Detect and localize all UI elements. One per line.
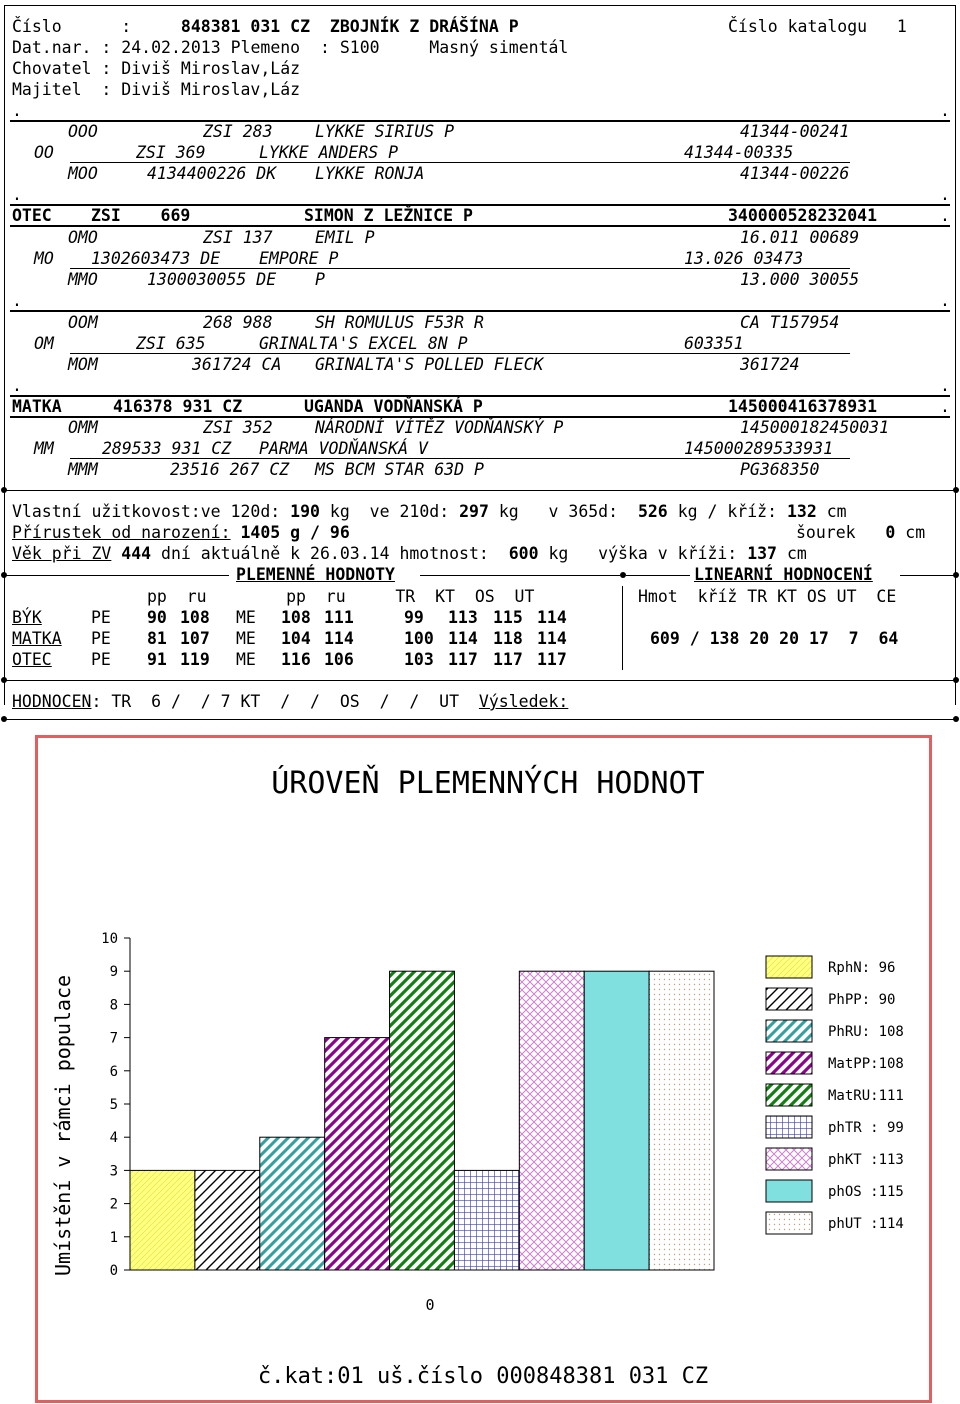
ped-mmm-id: 23516 267 CZ — [170, 460, 290, 479]
bv-tr-býk: 99 — [404, 608, 424, 627]
legend-swatch — [766, 956, 812, 978]
ped-mo-name: EMPORE P — [259, 249, 339, 268]
ped-omm-num: 145000182450031 — [740, 418, 890, 437]
legend-label: PhRU: 108 — [828, 1024, 904, 1040]
bv-ut-býk: 114 — [537, 608, 567, 627]
animal-name: ZBOJNÍK Z DRÁŠÍNA P — [329, 17, 519, 36]
bv-me-otec: ME — [236, 650, 256, 669]
bv-pe-býk: PE — [91, 608, 111, 627]
bv-kt-otec: 117 — [448, 650, 478, 669]
ped-otec-code: OTEC — [12, 206, 52, 225]
ped-mm-code: MM — [34, 439, 54, 458]
dot-right: . — [940, 101, 950, 120]
bv-ru1-otec: 119 — [180, 650, 210, 669]
ped-omo-num: 16.011 00689 — [740, 228, 860, 247]
w120: 190 — [290, 502, 320, 521]
hodnocen-label: HODNOCEN — [12, 692, 92, 711]
majitel-value: Diviš Miroslav,Láz — [121, 80, 301, 99]
plemeno-label: Plemeno — [230, 38, 301, 57]
ped-oo-code: OO — [34, 143, 54, 162]
kg: kg — [498, 502, 519, 521]
legend-swatch — [766, 988, 812, 1010]
perf-line-3 — [12, 543, 807, 564]
sourek — [796, 522, 925, 543]
ped-ooo-id: ZSI 283 — [203, 122, 273, 141]
header-line-4: Majitel : Diviš Miroslav,Láz — [12, 80, 301, 99]
ped-otec-name: SIMON Z LEŽNICE P — [304, 206, 473, 225]
y-tick-label: 5 — [109, 1097, 118, 1113]
perf-line-2 — [12, 522, 350, 543]
datnar-value: 24.02.2013 — [121, 38, 221, 57]
breeding-value-chart — [38, 738, 929, 1400]
chart-ylabel: Umístění v rámci populace — [51, 974, 75, 1276]
bv-ru2-otec: 106 — [324, 650, 354, 669]
bv-pp1-otec: 91 — [147, 650, 167, 669]
kg-slash: kg / — [677, 502, 718, 521]
datnar-label: Dat.nar. — [12, 38, 92, 57]
bv-kt-býk: 113 — [448, 608, 478, 627]
bv-ut-matka: 114 — [537, 629, 567, 648]
bv-ru1-matka: 107 — [180, 629, 210, 648]
y-tick-label: 10 — [101, 931, 118, 947]
ped-mm-num: 145000289533931 — [684, 439, 834, 458]
ped-ooo-num: 41344-00241 — [740, 122, 850, 141]
cislo-value: 848381 031 CZ — [180, 17, 311, 36]
bv-ru2-býk: 111 — [324, 608, 354, 627]
top-rule — [4, 5, 956, 6]
pv-rule-left — [4, 575, 229, 576]
ped-omm-code: OMM — [68, 418, 98, 437]
katalog-value: 1 — [896, 17, 907, 36]
majitel-label: Majitel — [12, 80, 82, 99]
bv-pe-matka: PE — [91, 629, 111, 648]
y-tick-label: 9 — [109, 964, 118, 981]
dot-left: . — [12, 291, 22, 310]
ped-mo-id: 1302603473 DE — [91, 249, 221, 268]
ped-moo-num: 41344-00226 — [740, 164, 850, 183]
katalog — [728, 16, 907, 37]
ped-omo-name: EMIL P — [315, 228, 375, 247]
v365-label: v 365d: — [548, 502, 619, 521]
bar-phru — [260, 1137, 325, 1270]
ped-mo-num: 13.026 03473 — [684, 249, 804, 268]
ped-mmo-code: MMO — [68, 270, 98, 289]
chart-title: ÚROVEŇ PLEMENNÝCH HODNOT — [271, 766, 705, 801]
dot-left: . — [12, 101, 22, 120]
ped-ooo-name: LYKKE SIRIUS P — [315, 122, 455, 141]
vlastni-label: Vlastní užitkovost:ve 120d: — [12, 502, 281, 521]
dot-right: . — [940, 206, 950, 225]
ped-oom-name: SH ROMULUS F53R R — [315, 313, 484, 332]
ped-otec-num: 340000528232041 — [728, 206, 878, 225]
ped-oo-name: LYKKE ANDERS P — [259, 143, 399, 162]
corner-dot — [953, 716, 959, 722]
bar-phtr — [454, 1170, 519, 1270]
ped-mmo-num: 13.000 30055 — [740, 270, 860, 289]
pv-rule-right — [420, 575, 620, 576]
ped-mom-code: MOM — [68, 355, 98, 374]
bar-matpp — [325, 1038, 390, 1270]
dot-right: . — [940, 185, 950, 204]
corner-dot — [953, 487, 959, 493]
bv-label-býk: BÝK — [12, 608, 42, 627]
ped-otec-id: ZSI 669 — [91, 206, 191, 225]
bottom-rule — [4, 719, 956, 720]
y-tick-label: 4 — [109, 1130, 118, 1147]
y-tick-label: 1 — [109, 1229, 118, 1246]
ped-moo-id: 4134400226 DK — [147, 164, 277, 183]
y-tick-label: 7 — [109, 1030, 118, 1047]
kriz-value: 132 — [786, 502, 817, 521]
corner-dot — [953, 677, 959, 683]
lin-values: 609 / 138 20 20 17 7 64 — [650, 629, 899, 648]
bv-pp2-matka: 104 — [281, 629, 311, 648]
ped-mo-code: MO — [34, 249, 54, 268]
legend-label: phOS :115 — [828, 1184, 904, 1200]
ped-matka-id: 416378 931 CZ — [113, 397, 243, 416]
bar-phkt — [519, 971, 584, 1270]
legend-label: MatRU:111 — [828, 1088, 904, 1104]
dot-right: . — [940, 376, 950, 395]
y-tick-label: 8 — [109, 997, 118, 1014]
ped-mm-name: PARMA VODŇANSKÁ V — [259, 439, 428, 458]
legend-label: RphN: 96 — [828, 960, 896, 976]
ped-omo-id: ZSI 137 — [203, 228, 273, 247]
bv-os-matka: 118 — [493, 629, 523, 648]
bv-pe-otec: PE — [91, 650, 111, 669]
header-line-1: Číslo : 848381 031 CZ ZBOJNÍK Z DRÁŠÍNA P — [12, 17, 519, 36]
dot-left: . — [12, 185, 22, 204]
sourek-value: 0 — [885, 523, 896, 542]
ped-mom-id: 361724 CA — [192, 355, 282, 374]
y-tick-label: 3 — [109, 1163, 118, 1180]
y-tick-label: 2 — [109, 1196, 118, 1213]
bv-me-matka: ME — [236, 629, 256, 648]
bv-kt-matka: 114 — [448, 629, 478, 648]
bv-pp2-býk: 108 — [281, 608, 311, 627]
cm: cm — [786, 544, 807, 563]
legend-swatch — [766, 1052, 812, 1074]
ped-mom-name: GRINALTA'S POLLED FLECK — [315, 355, 544, 374]
chart-legend — [766, 956, 904, 1234]
prirustek-rank: 96 — [329, 523, 350, 542]
chovatel-label: Chovatel — [12, 59, 92, 78]
bar-rphn — [130, 1170, 195, 1270]
bv-pp2-otec: 116 — [281, 650, 311, 669]
ped-matka-name: UGANDA VODŇANSKÁ P — [304, 397, 483, 416]
bv-label-matka: MATKA — [12, 629, 62, 648]
bv-ru1-býk: 108 — [180, 608, 210, 627]
bv-ut-otec: 117 — [537, 650, 567, 669]
ve210-label: ve 210d: — [369, 502, 450, 521]
kg: kg — [548, 544, 569, 563]
prirustek-label: Přírustek od narození: — [12, 523, 231, 542]
ped-mmm-num: PG368350 — [740, 460, 820, 479]
ped-matka-code: MATKA — [12, 397, 62, 416]
vek-rest: dní aktuálně k 26.03.14 hmotnost: — [161, 544, 489, 563]
ped-mom-num: 361724 — [740, 355, 800, 374]
y-tick-label: 0 — [109, 1263, 118, 1279]
cm: cm — [826, 502, 847, 521]
hodnocen-rule — [4, 680, 956, 681]
bv-label-otec: OTEC — [12, 650, 52, 669]
ped-omm-id: ZSI 352 — [203, 418, 273, 437]
ped-mmm-name: MS BCM STAR 63D P — [315, 460, 484, 479]
pv-col-header: pp ru pp ru TR KT OS UT — [147, 587, 535, 606]
hmotnost-value: 600 — [508, 544, 539, 563]
bars — [130, 971, 714, 1270]
chart-xlabel: 0 — [425, 1296, 435, 1314]
legend-label: phTR : 99 — [828, 1120, 904, 1136]
col-divider — [622, 586, 623, 670]
legend-label: phUT :114 — [828, 1216, 904, 1232]
sourek-label: šourek — [796, 523, 856, 542]
ped-oom-code: OOM — [68, 313, 98, 332]
header-line-2: Dat.nar. : 24.02.2013 Plemeno : S100 Masný simentál — [12, 38, 569, 57]
lh-col-header: Hmot kříž TR KT OS UT CE — [638, 587, 897, 606]
right-border — [955, 5, 956, 705]
ped-mmo-id: 1300030055 DE — [147, 270, 277, 289]
chart-footer: č.kat:01 uš.číslo 000848381 031 CZ — [257, 1364, 709, 1389]
dot-left: . — [12, 376, 22, 395]
vysledek-label: Výsledek: — [478, 692, 569, 711]
chart-frame — [35, 735, 932, 1403]
vyska-label: výška v kříži: — [598, 544, 738, 563]
hodnocen-rest: : TR 6 / / 7 KT / / OS / / UT — [91, 692, 460, 711]
plemenne-title: PLEMENNÉ HODNOTY — [236, 565, 395, 584]
corner-dot — [953, 572, 959, 578]
legend-swatch — [766, 1116, 812, 1138]
bar-matru — [390, 971, 455, 1270]
bar-phos — [584, 971, 649, 1270]
ped-mmm-code: MMM — [68, 460, 98, 479]
vyska-value: 137 — [747, 544, 777, 563]
y-tick-label: 6 — [109, 1063, 118, 1080]
legend-label: phKT :113 — [828, 1152, 904, 1168]
ped-om-name: GRINALTA'S EXCEL 8N P — [259, 334, 468, 353]
ped-oom-num: CA T157954 — [740, 313, 840, 332]
legend-label: MatPP:108 — [828, 1056, 904, 1072]
bv-tr-matka: 100 — [404, 629, 434, 648]
bv-me-býk: ME — [236, 608, 256, 627]
hodnocen-line — [12, 691, 568, 712]
prirustek-value: 1405 g / — [240, 523, 320, 542]
ped-oo-id: ZSI 369 — [136, 143, 206, 162]
legend-swatch — [766, 1020, 812, 1042]
kriz-label: kříž: — [727, 502, 778, 521]
ped-oom-id: 268 988 — [203, 313, 273, 332]
ped-oo-num: 41344-00335 — [684, 143, 794, 162]
bar-phpp — [195, 1170, 260, 1270]
ped-omo-code: OMO — [68, 228, 98, 247]
legend-swatch — [766, 1180, 812, 1202]
vek-label: Věk při ZV — [12, 544, 112, 563]
header-line-3: Chovatel : Diviš Miroslav,Láz — [12, 59, 301, 78]
cm: cm — [905, 523, 926, 542]
legend-swatch — [766, 1212, 812, 1234]
lh-rule-left — [626, 575, 690, 576]
linearni-title: LINEARNÍ HODNOCENÍ — [694, 565, 873, 584]
perf-rule — [4, 490, 956, 491]
bv-pp1-matka: 81 — [147, 629, 167, 648]
lh-rule-right — [900, 575, 955, 576]
legend-swatch — [766, 1084, 812, 1106]
ped-mmo-name: P — [315, 270, 325, 289]
kg: kg — [329, 502, 350, 521]
chovatel-value: Diviš Miroslav,Láz — [121, 59, 301, 78]
dot-right: . — [940, 397, 950, 416]
ped-omm-name: NÁRODNÍ VÍTĚZ VODŇANSKÝ P — [315, 418, 564, 437]
bv-os-býk: 115 — [493, 608, 523, 627]
legend-swatch — [766, 1148, 812, 1170]
plemeno-name: Masný simentál — [429, 38, 569, 57]
perf-line-1 — [12, 501, 847, 522]
bv-pp1-býk: 90 — [147, 608, 167, 627]
plemeno-value: S100 — [339, 38, 380, 57]
cislo-label: Číslo — [12, 17, 62, 36]
w210: 297 — [459, 502, 489, 521]
bv-os-otec: 117 — [493, 650, 523, 669]
left-border — [4, 5, 5, 705]
ped-moo-code: MOO — [68, 164, 98, 183]
w365: 526 — [637, 502, 668, 521]
vek-value: 444 — [121, 544, 152, 563]
dot-right: . — [940, 291, 950, 310]
bv-ru2-matka: 114 — [324, 629, 354, 648]
bar-phut — [649, 971, 714, 1270]
ped-ooo-code: OOO — [68, 122, 98, 141]
ped-om-code: OM — [34, 334, 54, 353]
ped-mm-id: 289533 931 CZ — [102, 439, 232, 458]
bv-tr-otec: 103 — [404, 650, 434, 669]
ped-om-id: ZSI 635 — [136, 334, 206, 353]
ped-moo-name: LYKKE RONJA — [315, 164, 425, 183]
ped-matka-num: 145000416378931 — [728, 397, 878, 416]
legend-label: PhPP: 90 — [828, 992, 896, 1008]
katalog-label: Číslo katalogu — [728, 17, 868, 36]
ped-om-num: 603351 — [684, 334, 744, 353]
